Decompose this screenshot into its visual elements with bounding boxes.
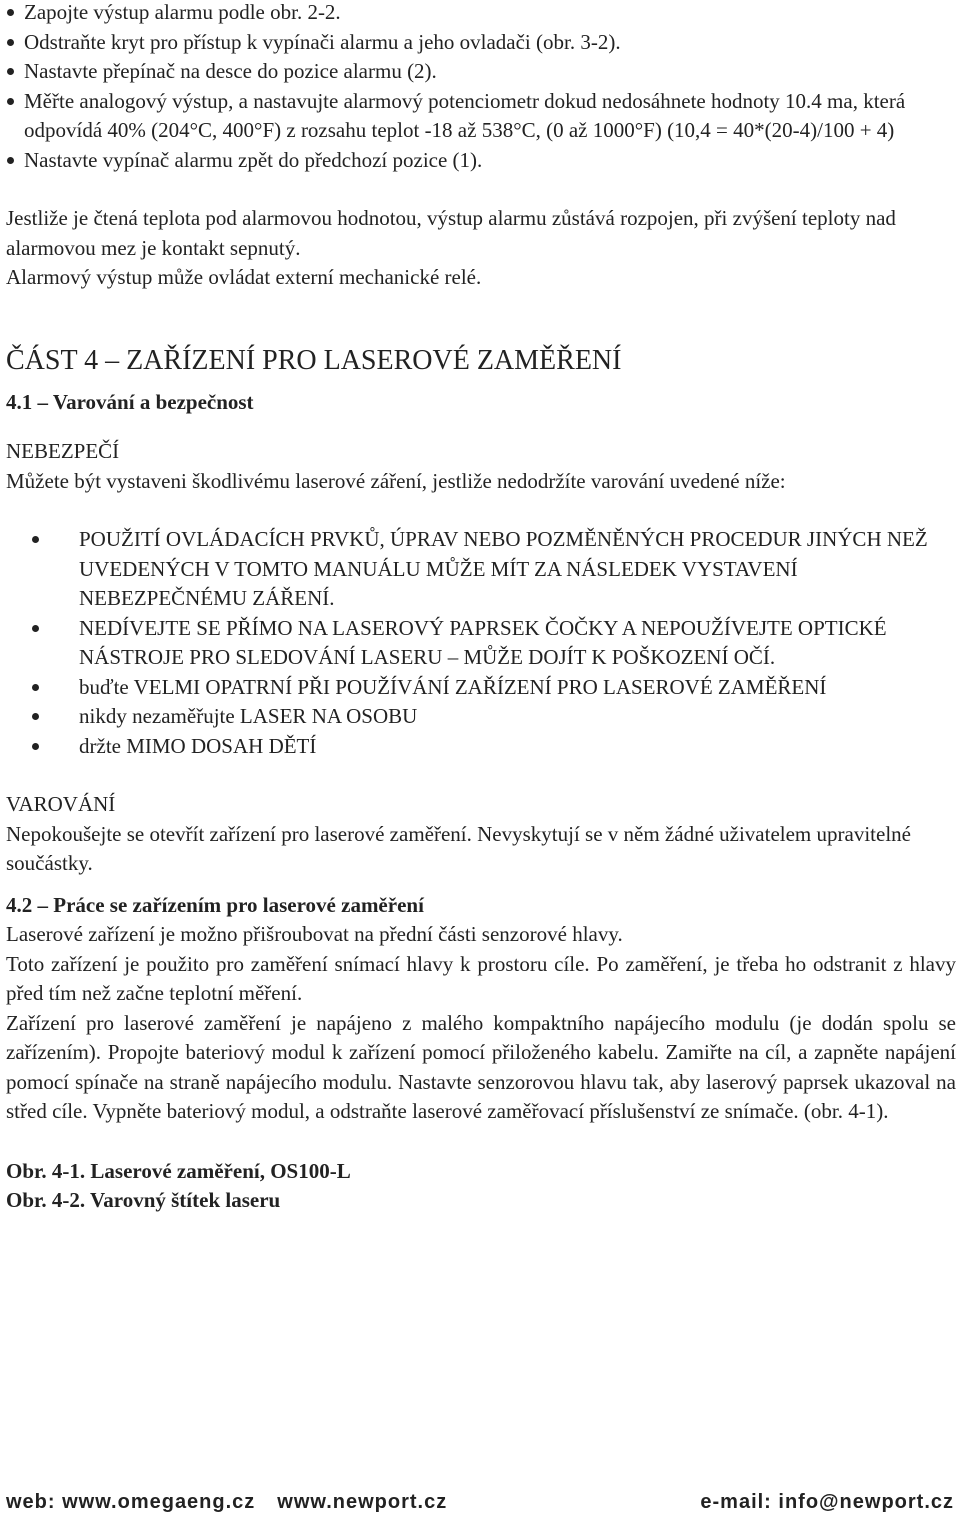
part-title: ČÁST 4 – ZAŘÍZENÍ PRO LASEROVÉ ZAMĚŘENÍ	[6, 344, 622, 376]
page-footer	[6, 1488, 954, 1518]
paragraph-4-2-1: Laserové zařízení je možno přišroubovat na přední části senzorové hlavy.	[6, 922, 623, 946]
danger-label: NEBEZPEČÍ	[6, 439, 120, 463]
list-item: nikdy nezaměřujte LASER NA OSOBU	[6, 702, 956, 732]
danger-intro: Můžete být vystaveni škodlivému laserové záření, jestliže nedodržíte varování uvedené níže:	[6, 468, 786, 493]
footer-web-link-2[interactable]: www.newport.cz	[277, 1491, 448, 1513]
alarm-note-1: Jestliže je čtená teplota pod alarmovou hodnotou, výstup alarmu zůstává rozpojen, při zvýšení teploty nad alarmovou mez je kontakt sepnutý.	[6, 206, 896, 260]
list-item: Zapojte výstup alarmu podle obr. 2-2.	[6, 0, 956, 28]
paragraph-4-2-3: Zařízení pro laserové zaměření je napájeno z malého kompaktního napájecího modulu (je dodán spolu se zařízením). Propojte bateriový modul k zařízení pomocí přiloženého kabelu. Zamiřte na cíl, a zapněte napájení pomocí spínače na straně napájecího modulu. Nastavte senzorovou hlavu tak, aby laserový paprsek ukazoval na střed cíle. Vypněte bateriový modul, a odstraňte laserové zaměřovací příslušenství ze snímače. (obr. 4-1).	[6, 1010, 956, 1123]
alarm-note-2: Alarmový výstup může ovládat externí mechanické relé.	[6, 265, 482, 289]
figure-caption-4-2: Obr. 4-2. Varovný štítek laseru	[6, 1188, 281, 1212]
footer-email[interactable]: e-mail: info@newport.cz	[700, 1491, 954, 1513]
footer-web-link-1[interactable]: web: www.omegaeng.cz	[6, 1491, 256, 1513]
section-heading-4-1: 4.1 – Varování a bezpečnost	[6, 389, 254, 414]
list-item: Nastavte přepínač na desce do pozice alarmu (2).	[6, 57, 956, 87]
footer-web	[6, 1488, 447, 1518]
list-item: Měřte analogový výstup, a nastavujte alarmový potenciometr dokud nedosáhnete hodnoty 10.4 ma, která odpovídá 40% (204°C, 400°F) z rozsahu teplot -18 až 538°C, (0 až 1000°F) (10,4 = 40*(20-4)/100 + 4)	[6, 87, 956, 146]
list-item: Odstraňte kryt pro přístup k vypínači alarmu a jeho ovladači (obr. 3-2).	[6, 28, 956, 58]
alarm-steps-list	[6, 0, 956, 175]
warnings-list	[6, 525, 956, 761]
list-item: Nastavte vypínač alarmu zpět do předchozí pozice (1).	[6, 146, 956, 176]
list-item: držte MIMO DOSAH DĚTÍ	[6, 732, 956, 762]
list-item: buďte VELMI OPATRNÍ PŘI POUŽÍVÁNÍ ZAŘÍZENÍ PRO LASEROVÉ ZAMĚŘENÍ	[6, 673, 956, 703]
paragraph-4-2-2: Toto zařízení je použito pro zaměření snímací hlavy k prostoru cíle. Po zaměření, je třeba ho odstranit z hlavy před tím než začne teplotní měření.	[6, 951, 956, 1005]
warning-label: VAROVÁNÍ	[6, 792, 116, 816]
list-item: NEDÍVEJTE SE PŘÍMO NA LASEROVÝ PAPRSEK ČOČKY A NEPOUŽÍVEJTE OPTICKÉ NÁSTROJE PRO SLEDOVÁNÍ LASERU – MŮŽE DOJÍT K POŠKOZENÍ OČÍ.	[6, 614, 956, 673]
document-page	[6, 0, 956, 1216]
section-heading-4-2: 4.2 – Práce se zařízením pro laserové zaměření	[6, 892, 424, 917]
warning-text: Nepokoušejte se otevřít zařízení pro laserové zaměření. Nevyskytují se v něm žádné uživatelem upravitelné součástky.	[6, 821, 911, 875]
list-item: POUŽITÍ OVLÁDACÍCH PRVKŮ, ÚPRAV NEBO POZMĚNĚNÝCH PROCEDUR JINÝCH NEŽ UVEDENÝCH V TOMTO MANUÁLU MŮŽE MÍT ZA NÁSLEDEK VYSTAVENÍ NEBEZPEČNÉMU ZÁŘENÍ.	[6, 525, 956, 614]
figure-caption-4-1: Obr. 4-1. Laserové zaměření, OS100-L	[6, 1158, 351, 1183]
